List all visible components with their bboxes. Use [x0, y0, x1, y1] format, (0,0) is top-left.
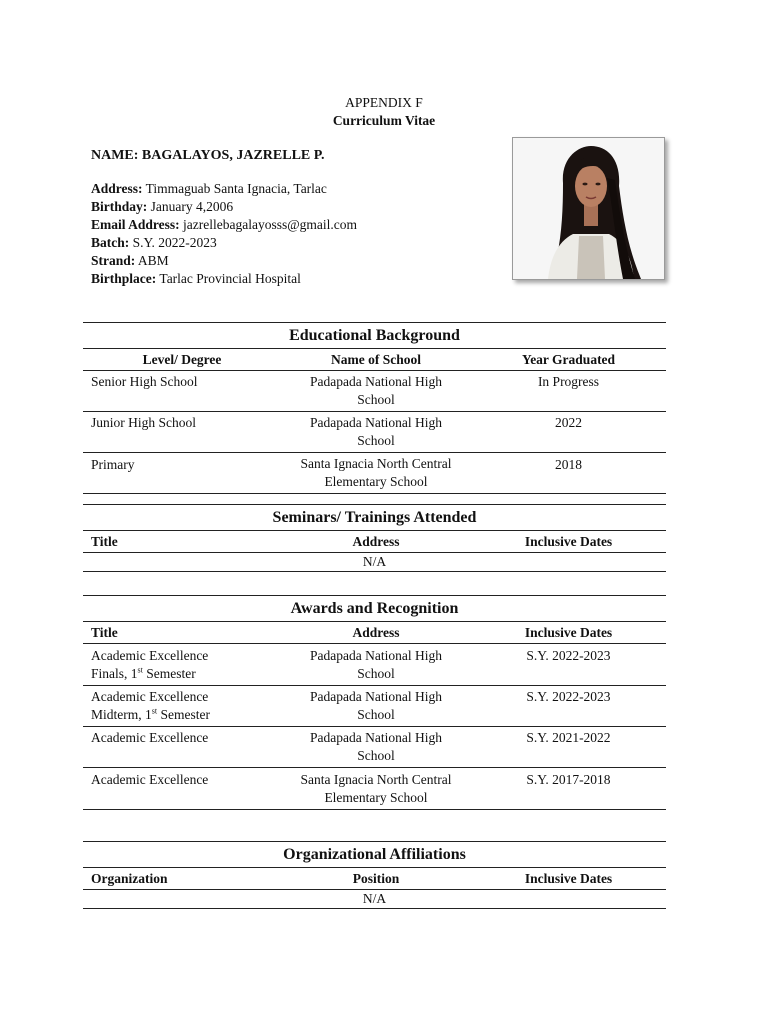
table-row: [83, 371, 666, 412]
address-line: Padapada National High: [310, 689, 442, 704]
award-dates-cell: S.Y. 2021-2022: [471, 727, 666, 768]
address-line: Elementary School: [324, 789, 428, 805]
school-line: Padapada National High: [310, 415, 442, 430]
year-cell: 2022: [471, 412, 666, 453]
birthday-value: January 4,2006: [150, 199, 234, 214]
portrait-image: [513, 138, 664, 279]
school-cell: [281, 371, 471, 412]
birthplace-label: Birthplace:: [91, 271, 157, 286]
affiliations-section: [83, 841, 666, 909]
award-address-cell: [281, 644, 471, 686]
batch-label: Batch:: [91, 235, 130, 250]
education-title: Educational Background: [83, 322, 666, 349]
affiliations-header-row: [83, 868, 666, 890]
batch-value: S.Y. 2022-2023: [132, 235, 217, 250]
year-cell: 2018: [471, 453, 666, 494]
table-row: [83, 412, 666, 453]
address-line: School: [357, 665, 395, 681]
birthplace-row: [91, 270, 357, 288]
awards-section: [83, 595, 666, 810]
seminars-title: Seminars/ Trainings Attended: [83, 504, 666, 531]
table-row: [83, 644, 666, 686]
award-address-cell: [281, 768, 471, 810]
strand-row: [91, 252, 357, 270]
address-line: Padapada National High: [310, 648, 442, 663]
address-label: Address:: [91, 181, 143, 196]
school-line: School: [357, 432, 395, 448]
school-cell: [281, 453, 471, 494]
school-line: Elementary School: [324, 473, 428, 489]
level-cell: Senior High School: [83, 371, 281, 412]
award-title-cell: [83, 686, 281, 727]
batch-row: [91, 234, 357, 252]
address-line: School: [357, 706, 395, 722]
appendix-label: APPENDIX F: [345, 95, 423, 110]
award-address-cell: [281, 686, 471, 727]
award-title-line: Academic Excellence: [91, 648, 209, 663]
award-title-cell: [83, 644, 281, 686]
column-header: Title: [83, 531, 281, 553]
address-line: Santa Ignacia North Central: [300, 772, 452, 787]
table-row: [83, 453, 666, 494]
address-row: [91, 180, 357, 198]
award-dates-cell: S.Y. 2022-2023: [471, 644, 666, 686]
award-title-line: Semester: [157, 706, 210, 722]
email-label: Email Address:: [91, 217, 180, 232]
year-cell: In Progress: [471, 371, 666, 412]
school-line: Santa Ignacia North Central: [300, 456, 452, 471]
column-header: Address: [281, 531, 471, 553]
award-address-cell: [281, 727, 471, 768]
table-row: [83, 686, 666, 727]
column-header: Year Graduated: [471, 349, 666, 371]
empty-cell: N/A: [83, 553, 666, 572]
ordinal-suffix: st: [137, 665, 143, 674]
empty-cell: N/A: [83, 890, 666, 909]
column-header: Inclusive Dates: [471, 531, 666, 553]
award-title-line: Finals, 1: [91, 665, 138, 681]
award-title-line: Midterm, 1: [91, 706, 152, 722]
table-row: [83, 553, 666, 572]
table-row: [83, 768, 666, 810]
email-value: jazrellebagalayosss@gmail.com: [183, 217, 358, 232]
column-header: Inclusive Dates: [471, 622, 666, 644]
column-header: Level/ Degree: [83, 349, 281, 371]
award-title-line: Academic Excellence: [91, 689, 209, 704]
award-dates-cell: S.Y. 2022-2023: [471, 686, 666, 727]
award-title-line: Semester: [142, 665, 196, 681]
column-header: Inclusive Dates: [471, 868, 666, 890]
awards-header-row: [83, 622, 666, 644]
award-dates-cell: S.Y. 2017-2018: [471, 768, 666, 810]
seminars-section: [83, 504, 666, 572]
affiliations-title: Organizational Affiliations: [83, 841, 666, 868]
address-value: Timmaguab Santa Ignacia, Tarlac: [145, 181, 327, 196]
birthplace-value: Tarlac Provincial Hospital: [159, 271, 301, 286]
column-header: Address: [281, 622, 471, 644]
birthday-label: Birthday:: [91, 199, 148, 214]
school-line: Padapada National High: [310, 374, 442, 389]
column-header: Position: [281, 868, 471, 890]
award-title-cell: Academic Excellence: [83, 768, 281, 810]
strand-value: ABM: [137, 253, 169, 268]
address-line: Padapada National High: [310, 730, 442, 745]
affiliations-table: [83, 868, 666, 909]
document-title: Curriculum Vitae: [332, 113, 436, 128]
name-line: NAME: BAGALAYOS, JAZRELLE P.: [91, 148, 325, 163]
education-section: [83, 322, 666, 494]
column-header: Title: [83, 622, 281, 644]
table-row: [83, 727, 666, 768]
level-cell: Primary: [83, 453, 281, 494]
level-cell: Junior High School: [83, 412, 281, 453]
table-row: [83, 890, 666, 909]
education-header-row: [83, 349, 666, 371]
column-header: Organization: [83, 868, 281, 890]
education-table: [83, 349, 666, 494]
school-line: School: [357, 391, 395, 407]
email-row: [91, 216, 357, 234]
birthday-row: [91, 198, 357, 216]
ordinal-suffix: st: [151, 706, 158, 715]
column-header: Name of School: [281, 349, 471, 371]
profile-photo: [512, 137, 665, 280]
seminars-table: [83, 531, 666, 572]
school-cell: [281, 412, 471, 453]
seminars-header-row: [83, 531, 666, 553]
awards-title: Awards and Recognition: [83, 595, 666, 622]
award-title-cell: Academic Excellence: [83, 727, 281, 768]
awards-table: [83, 622, 666, 810]
address-line: School: [357, 747, 395, 763]
personal-info: [91, 180, 357, 288]
strand-label: Strand:: [91, 253, 136, 268]
